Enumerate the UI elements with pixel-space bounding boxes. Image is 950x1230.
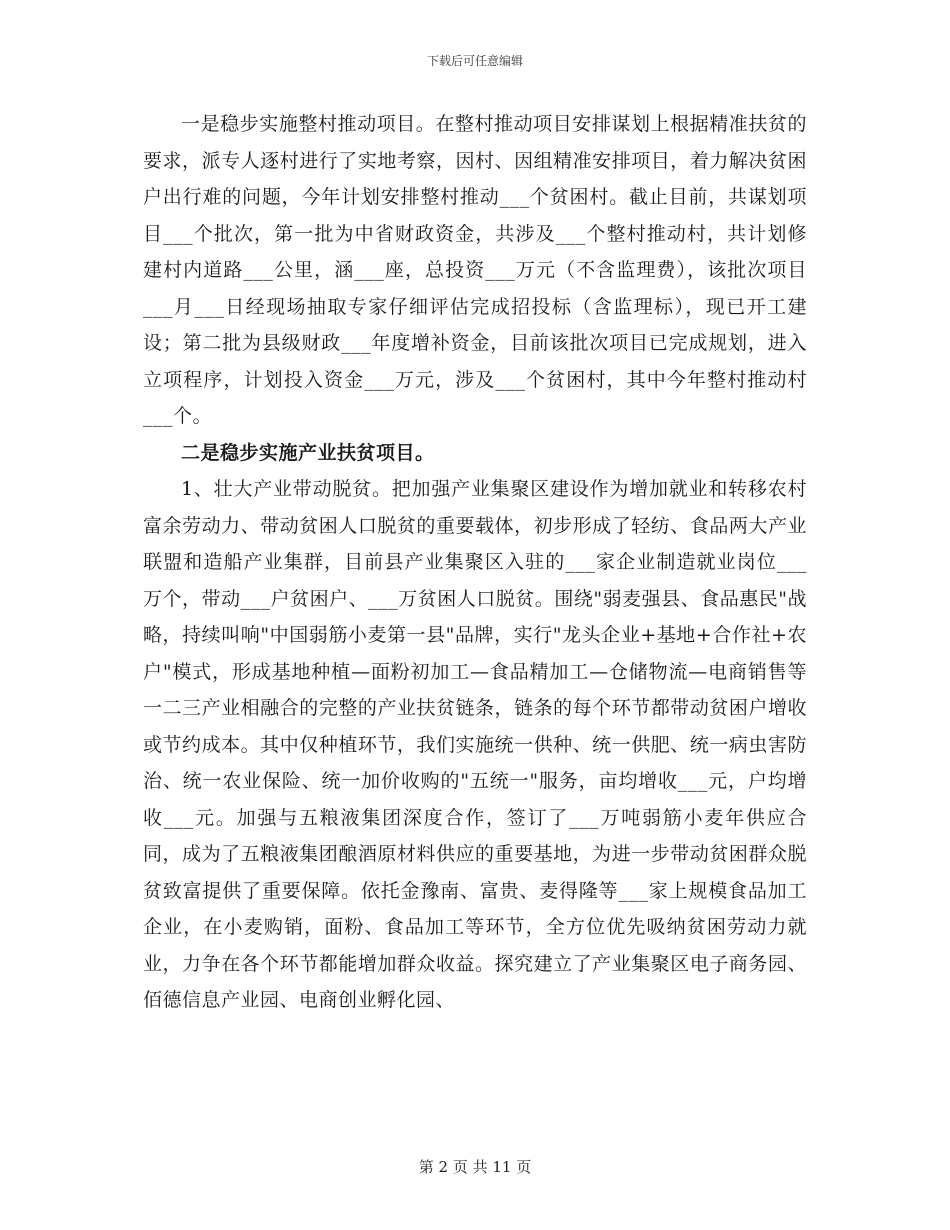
page-footer: 第 2 页 共 11 页 — [418, 1158, 532, 1176]
document-body — [143, 106, 807, 1019]
paragraph-industry-growth: 1、壮大产业带动脱贫。把加强产业集聚区建设作为增加就业和转移农村富余劳动力、带动贫困人口脱贫的重要载体，初步形成了轻纺、食品两大产业联盟和造船产业集群，目前县产业集聚区入驻的___家企业制造就业岗位___万个，带动___户贫困户、___万贫困人口脱贫。围绕"弱麦强县、食品惠民"战略，持续叫响"中国弱筋小麦第一县"品牌，实行"龙头企业+基地+合作社+农户"模式，形成基地种植—面粉初加工—食品精加工—仓储物流—电商销售等一二三产业相融合的完整的产业扶贫链条，链条的每个环节都带动贫困户增收或节约成本。其中仅种植环节，我们实施统一供种、统一供肥、统一病虫害防治、统一农业保险、统一加价收购的"五统一"服务，亩均增收___元，户均增收___元。加强与五粮液集团深度合作，签订了___万吨弱筋小麦年供应合同，成为了五粮液集团酿酒原材料供应的重要基地，为进一步带动贫困群众脱贫致富提供了重要保障。依托金豫南、富贵、麦得隆等___家上规模食品加工企业，在小麦购销，面粉、食品加工等环节，全方位优先吸纳贫困劳动力就业，力争在各个环节都能增加群众收益。探究建立了产业集聚区电子商务园、佰德信息产业园、电商创业孵化园、 — [143, 478, 807, 1011]
paragraph-village-project: 一是稳步实施整村推动项目。在整村推动项目安排谋划上根据精准扶贫的要求，派专人逐村进行了实地考察，因村、因组精准安排项目，着力解决贫困户出行难的问题，今年计划安排整村推动___个贫困村。截止目前，共谋划项目___个批次，第一批为中省财政资金，共涉及___个整村推动村，共计划修建村内道路___公里，涵___座，总投资___万元（不含监理费），该批次项目___月___日经现场抽取专家仔细评估完成招投标（含监理标），现已开工建设；第二批为县级财政___年度增补资金，目前该批次项目已完成规划，进入立项程序，计划投入资金___万元，涉及___个贫困村，其中今年整村推动村___个。 — [143, 113, 807, 427]
page-header: 下载后可任意编辑 — [426, 54, 523, 68]
section-heading-industry: 二是稳步实施产业扶贫项目。 — [181, 441, 435, 464]
